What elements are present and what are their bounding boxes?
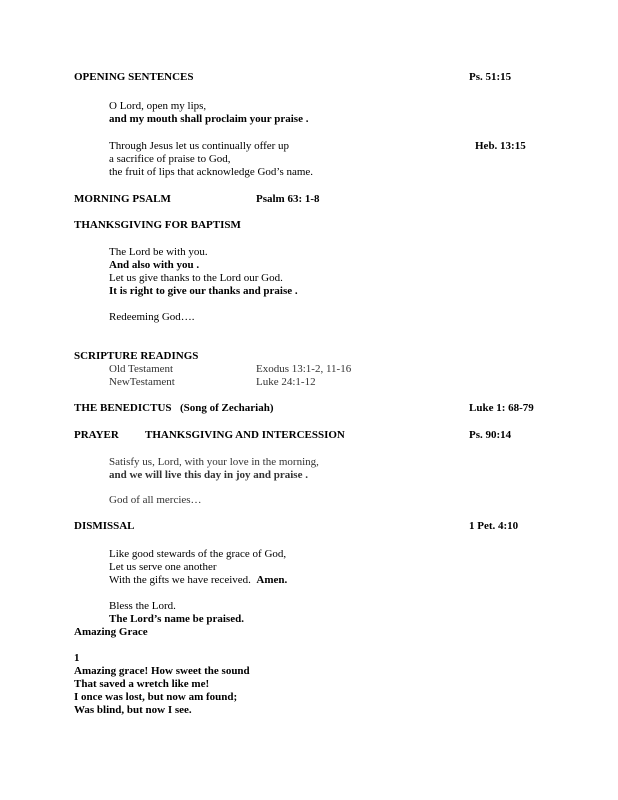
morning-psalm-ref: Psalm 63: 1-8 bbox=[256, 193, 320, 205]
baptism-line: The Lord be with you. bbox=[109, 246, 208, 258]
scripture-ref: Luke 24:1-12 bbox=[256, 376, 316, 388]
benedictus-heading: THE BENEDICTUS bbox=[74, 402, 172, 414]
opening-line: and my mouth shall proclaim your praise . bbox=[109, 113, 309, 125]
hymn-line: That saved a wretch like me! bbox=[74, 678, 210, 690]
scripture-label: NewTestament bbox=[109, 376, 175, 388]
benedictus-subtitle: (Song of Zechariah) bbox=[180, 402, 274, 414]
hymn-verse-number: 1 bbox=[74, 652, 80, 664]
morning-psalm-heading: MORNING PSALM bbox=[74, 193, 171, 205]
baptism-line: Let us give thanks to the Lord our God. bbox=[109, 272, 283, 284]
opening-line: the fruit of lips that acknowledge God’s name. bbox=[109, 166, 314, 178]
dismissal-bless: Bless the Lord. bbox=[109, 600, 176, 612]
opening-ref: Ps. 51:15 bbox=[469, 71, 512, 83]
opening-line: Through Jesus let us continually offer up bbox=[109, 140, 290, 152]
hymn-title: Amazing Grace bbox=[74, 626, 148, 638]
opening-heading: OPENING SENTENCES bbox=[74, 71, 194, 83]
opening-ref-2: Heb. 13:15 bbox=[475, 140, 526, 152]
baptism-closing: Redeeming God…. bbox=[109, 311, 195, 323]
prayer-subheading: THANKSGIVING AND INTERCESSION bbox=[145, 429, 345, 441]
prayer-line: Satisfy us, Lord, with your love in the morning, bbox=[109, 456, 319, 468]
scripture-ref: Exodus 13:1-2, 11-16 bbox=[256, 363, 352, 375]
prayer-ref: Ps. 90:14 bbox=[469, 429, 512, 441]
dismissal-line bbox=[109, 574, 287, 587]
opening-line: a sacrifice of praise to God, bbox=[109, 153, 231, 165]
hymn-line: Was blind, but now I see. bbox=[74, 704, 192, 716]
scripture-heading: SCRIPTURE READINGS bbox=[74, 350, 199, 362]
prayer-line: and we will live this day in joy and praise . bbox=[109, 469, 308, 481]
dismissal-heading: DISMISSAL bbox=[74, 520, 135, 532]
scripture-label: Old Testament bbox=[109, 363, 174, 375]
opening-line: O Lord, open my lips, bbox=[109, 100, 207, 112]
benedictus-ref: Luke 1: 68-79 bbox=[469, 402, 534, 414]
prayer-heading: PRAYER bbox=[74, 429, 119, 441]
dismissal-line: Let us serve one another bbox=[109, 561, 217, 573]
prayer-closing: God of all mercies… bbox=[109, 494, 202, 506]
dismissal-amen: Amen. bbox=[256, 574, 288, 586]
dismissal-gifts-line: With the gifts we have received. bbox=[109, 574, 251, 586]
dismissal-ref: 1 Pet. 4:10 bbox=[469, 520, 519, 532]
dismissal-response: The Lord’s name be praised. bbox=[109, 613, 244, 625]
baptism-heading: THANKSGIVING FOR BAPTISM bbox=[74, 219, 241, 231]
baptism-line: And also with you . bbox=[109, 259, 200, 271]
dismissal-line: Like good stewards of the grace of God, bbox=[109, 548, 287, 560]
hymn-line: I once was lost, but now am found; bbox=[74, 691, 238, 703]
hymn-line: Amazing grace! How sweet the sound bbox=[74, 665, 250, 677]
baptism-line: It is right to give our thanks and praise . bbox=[109, 285, 298, 297]
